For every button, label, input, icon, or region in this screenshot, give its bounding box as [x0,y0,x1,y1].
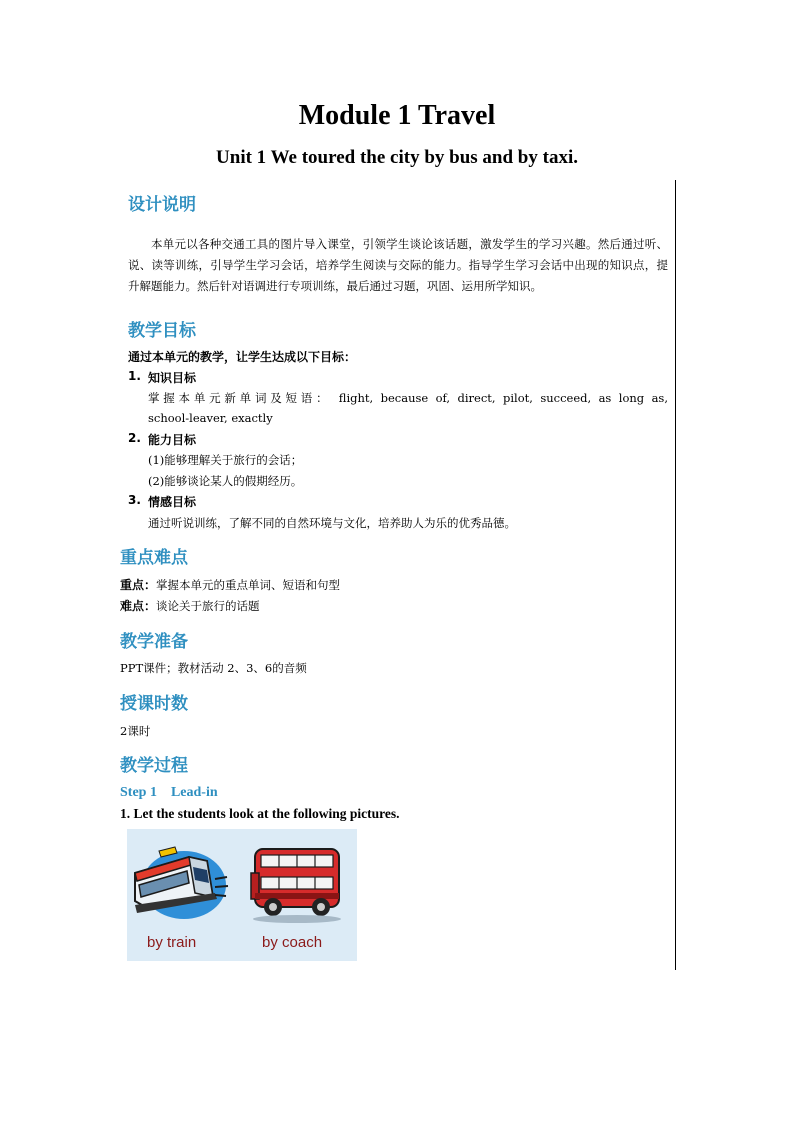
caption-by-train: by train [147,934,197,951]
goal-2-line-2: (2)能够谈论某人的假期经历。 [148,474,303,488]
goal-1-label: 知识目标 [148,371,197,385]
step-1-instruction: 1. Let the students look at the following pictures. [120,806,400,821]
train-image [129,843,229,923]
difficulty-row [120,596,260,617]
key-text: 掌握本单元的重点单词、短语和句型 [156,578,341,592]
hours-heading: 授课时数 [120,694,188,714]
goal-2-line-1: (1)能够理解关于旅行的会话； [148,453,303,467]
goal-2-label: 能力目标 [148,433,197,447]
keypoints-heading: 重点难点 [120,548,188,568]
goal-1-num: 1. [128,369,141,383]
hours-text: 2课时 [120,724,151,738]
goals-intro: 通过本单元的教学，让学生达成以下目标： [128,350,357,364]
design-text: 本单元以各种交通工具的图片导入课堂，引领学生谈论该话题，激发学生的学习兴趣。然后通过听、说、读等训练，引导学生学习会话，培养学生阅读与交际的能力。指导学生学习会话中出现的知识点，提升解题能力。然后针对语调进行专项训练，最后通过习题，巩固、运用所学知识。 [128,237,668,293]
transport-pictures [127,829,357,961]
design-paragraph [128,234,668,297]
difficulty-text: 谈论关于旅行的话题 [156,599,260,613]
goals-heading: 教学目标 [128,321,196,341]
key-row [120,575,340,596]
process-heading: 教学过程 [120,756,188,776]
caption-by-coach: by coach [262,934,323,951]
goal-3-line-1: 通过听说训练，了解不同的自然环境与文化，培养助人为乐的优秀品德。 [148,516,516,530]
step-1-title: Step 1 Lead-in [120,785,218,800]
goal-2-num: 2. [128,431,141,445]
margin-line [675,180,676,970]
key-label: 重点： [120,578,157,592]
page-title: Module 1 Travel [298,100,496,131]
goal-3-num: 3. [128,493,141,507]
design-heading: 设计说明 [128,195,196,215]
prep-heading: 教学准备 [120,632,188,652]
goal-1-line-1: 掌握本单元新单词及短语： flight, because of, direct, pilot, succeed, as long as, [148,391,668,405]
goal-3-label: 情感目标 [148,495,197,509]
goal-1-line-2: school-leaver, exactly [148,411,273,425]
unit-subtitle: Unit 1 We toured the city by bus and by taxi. [216,147,578,168]
difficulty-label: 难点： [120,599,157,613]
bus-image [245,843,345,925]
prep-text: PPT课件；教材活动 2、3、6的音频 [120,661,307,675]
